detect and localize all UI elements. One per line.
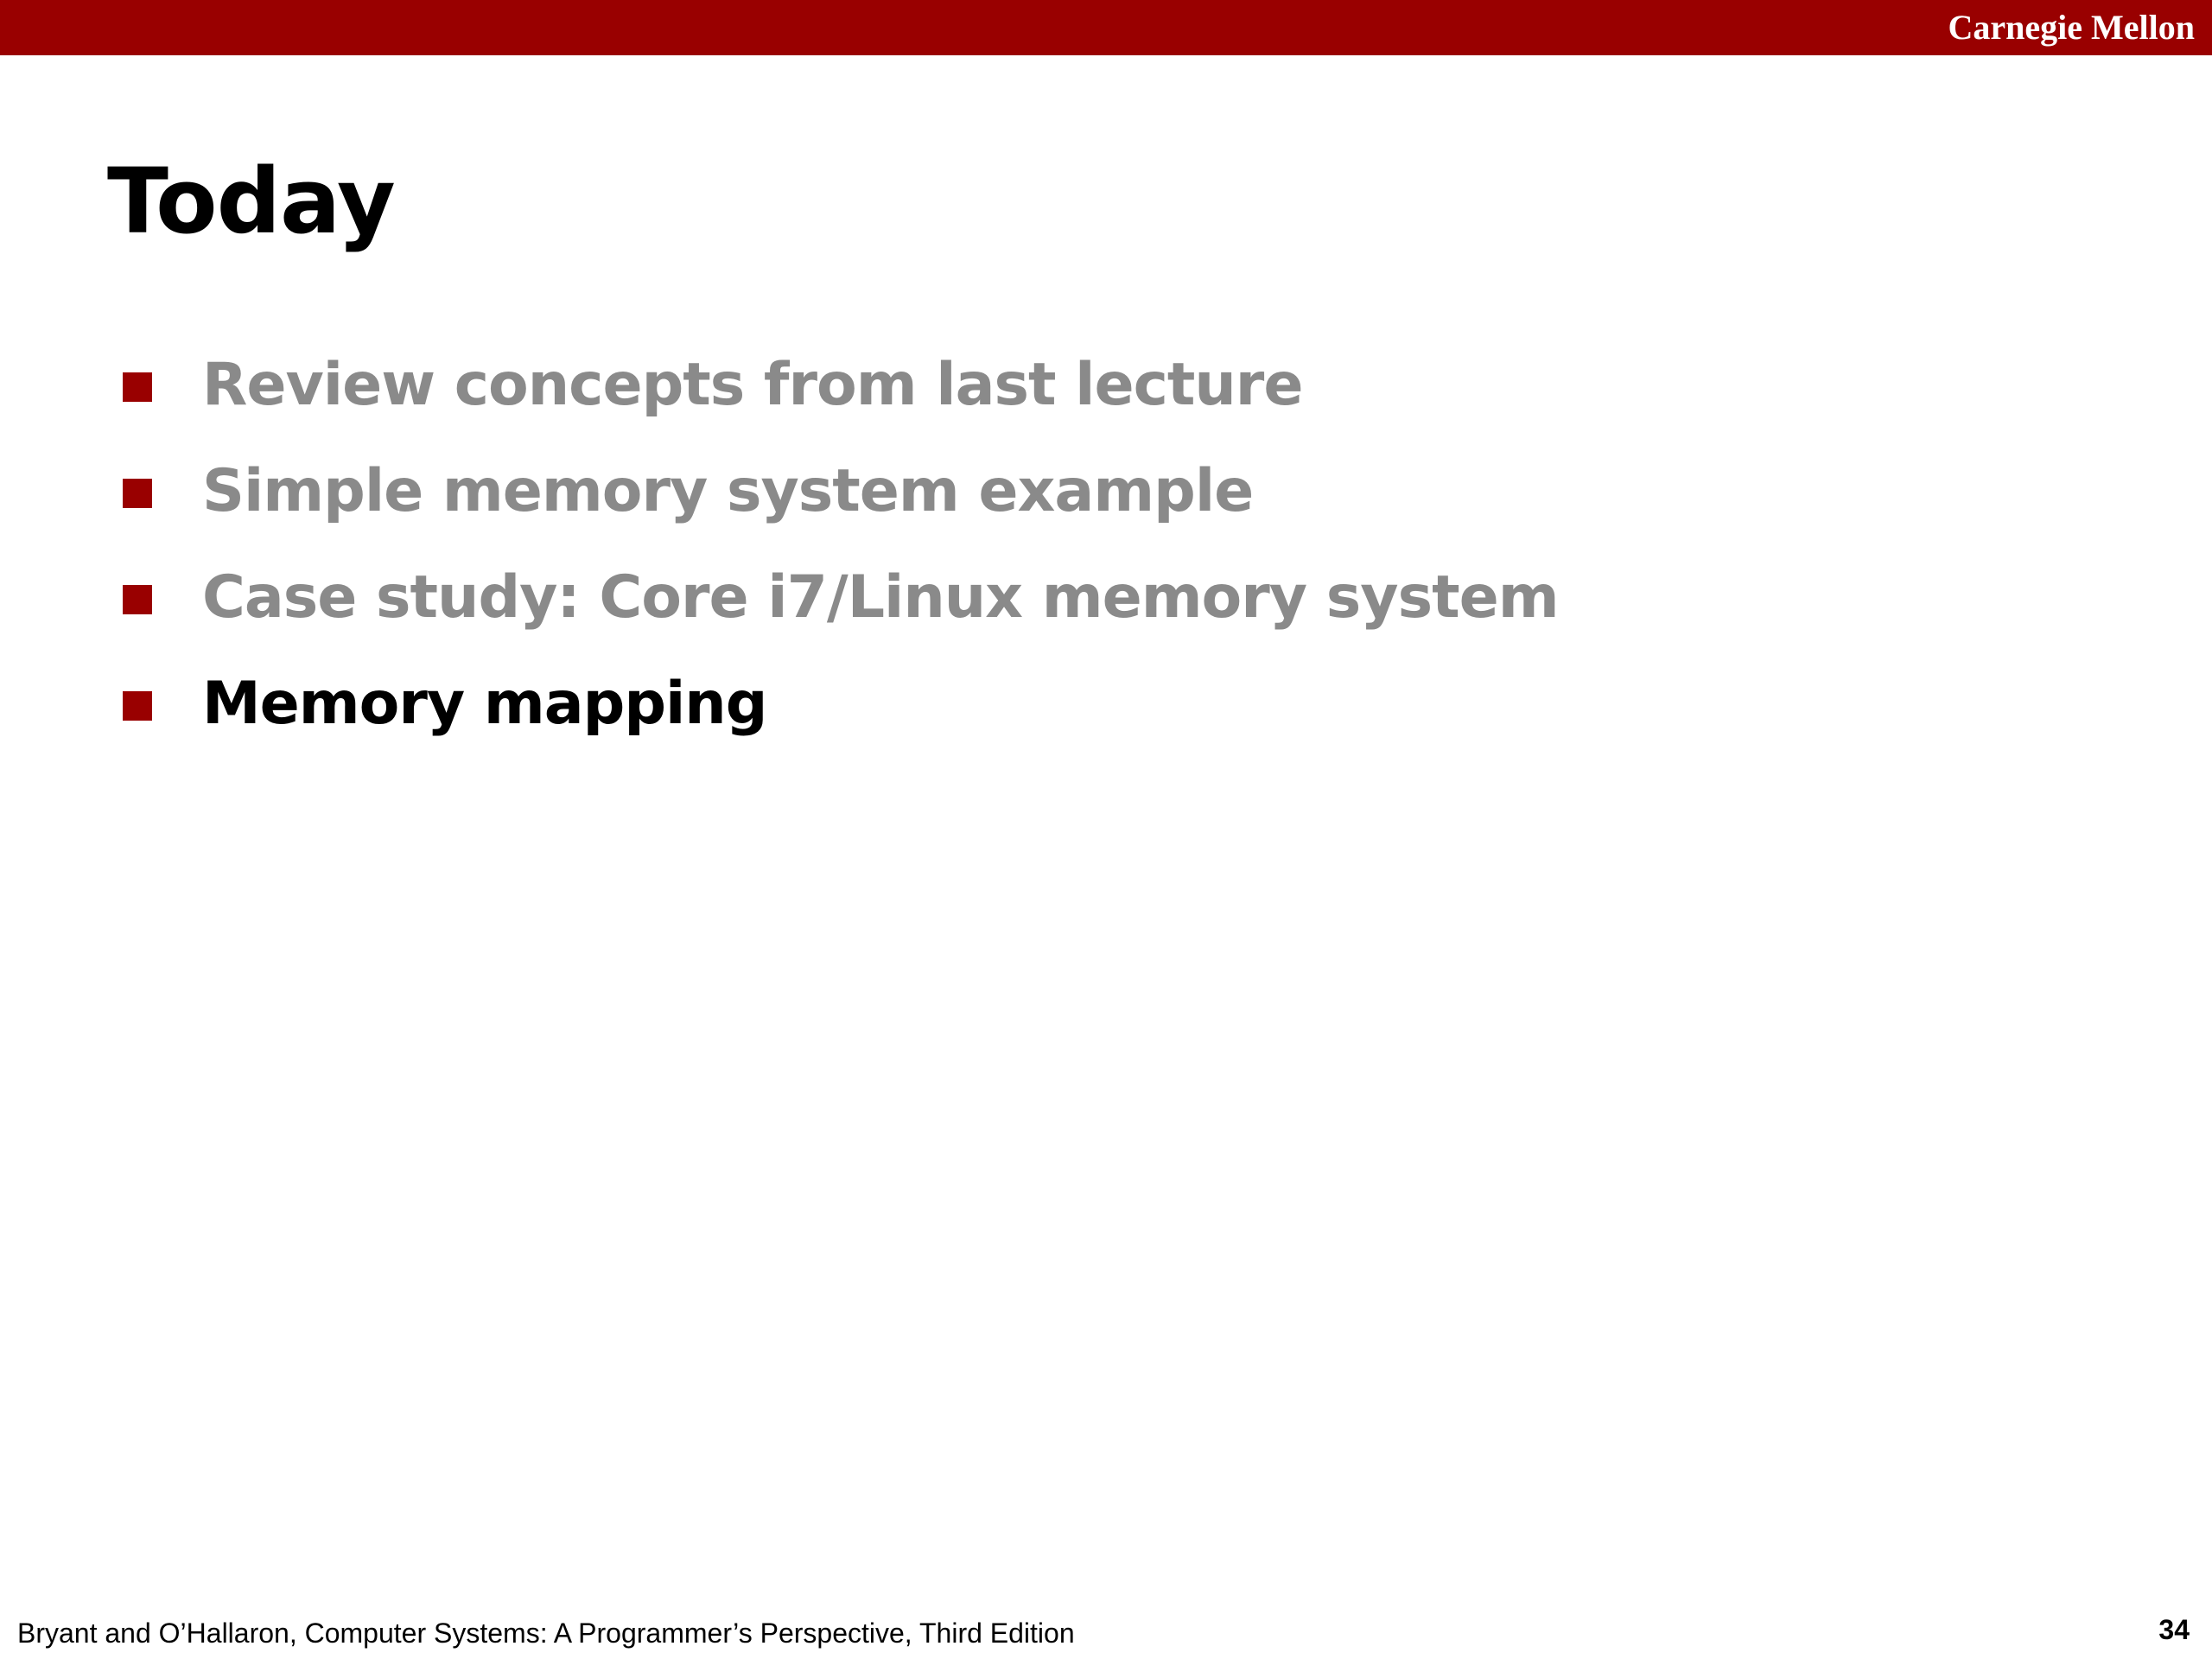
bullet-item-case-study — [119, 550, 2107, 645]
bullet-item-simple-memory — [119, 444, 2107, 539]
header-bar — [0, 0, 2212, 55]
page-number: 34 — [2158, 1614, 2190, 1645]
footer-citation: Bryant and O’Hallaron, Computer Systems: A Programmer’s Perspective, Third Edition — [17, 1618, 1075, 1649]
bullet-text: Simple memory system example — [202, 457, 1254, 525]
brand-logo-text: Carnegie Mellon — [1948, 8, 2195, 47]
slide-title: Today — [107, 149, 395, 254]
bullet-text: Case study: Core i7/Linux memory system — [202, 563, 1559, 632]
bullet-text: Memory mapping — [202, 670, 767, 738]
square-bullet-icon — [123, 585, 152, 614]
square-bullet-icon — [123, 479, 152, 508]
bullet-item-memory-mapping — [119, 657, 2107, 752]
square-bullet-icon — [123, 372, 152, 402]
square-bullet-icon — [123, 691, 152, 721]
bullet-text: Review concepts from last lecture — [202, 351, 1303, 419]
bullet-item-review — [119, 338, 2107, 433]
